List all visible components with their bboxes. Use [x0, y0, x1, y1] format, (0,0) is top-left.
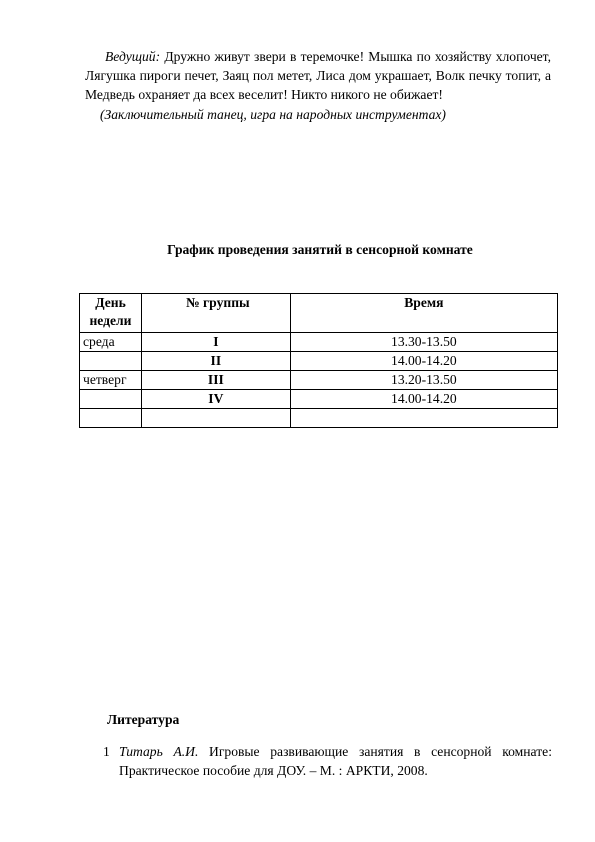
literature-item-author: Титарь А.И.	[119, 744, 199, 759]
table-row	[80, 333, 558, 352]
header-time: Время	[290, 294, 557, 333]
literature-list	[103, 742, 552, 780]
table-row	[80, 371, 558, 390]
schedule-table	[79, 293, 558, 428]
cell-time	[290, 409, 557, 428]
table-header-row	[80, 294, 558, 333]
dialogue-text: Дружно живут звери в теремочке! Мышка по хозяйству хлопочет, Лягушка пироги печет, Заяц пол метет, Лиса дом украшает, Волк печку топит, а Медведь охраняет да всех веселит! Никто никого не обижает!	[85, 49, 551, 102]
cell-day	[80, 390, 142, 409]
header-group: № группы	[141, 294, 290, 333]
literature-item-number: 1	[103, 744, 110, 759]
literature-item-title: Игровые развивающие занятия в сенсорной комнате: Практическое пособие для ДОУ. – М. : АРКТИ, 2008.	[119, 744, 552, 778]
cell-time: 13.30-13.50	[290, 333, 557, 352]
cell-day	[80, 409, 142, 428]
cell-day	[80, 352, 142, 371]
cell-group	[141, 409, 290, 428]
cell-group: IV	[141, 390, 290, 409]
literature-item-text	[119, 742, 552, 780]
cell-time: 13.20-13.50	[290, 371, 557, 390]
literature-title: Литература	[107, 712, 180, 727]
table-row	[80, 390, 558, 409]
stage-direction: (Заключительный танец, игра на народных инструментах)	[100, 107, 446, 122]
cell-time: 14.00-14.20	[290, 352, 557, 371]
cell-group: I	[141, 333, 290, 352]
dialogue-paragraph	[85, 47, 551, 104]
speaker-label: Ведущий:	[105, 49, 161, 64]
schedule-title: График проведения занятий в сенсорной комнате	[167, 242, 473, 257]
table-row	[80, 352, 558, 371]
cell-day: четверг	[80, 371, 142, 390]
cell-group: III	[141, 371, 290, 390]
list-item	[103, 742, 552, 780]
header-day: День недели	[80, 294, 142, 333]
cell-day: среда	[80, 333, 142, 352]
cell-time: 14.00-14.20	[290, 390, 557, 409]
table-row	[80, 409, 558, 428]
cell-group: II	[141, 352, 290, 371]
